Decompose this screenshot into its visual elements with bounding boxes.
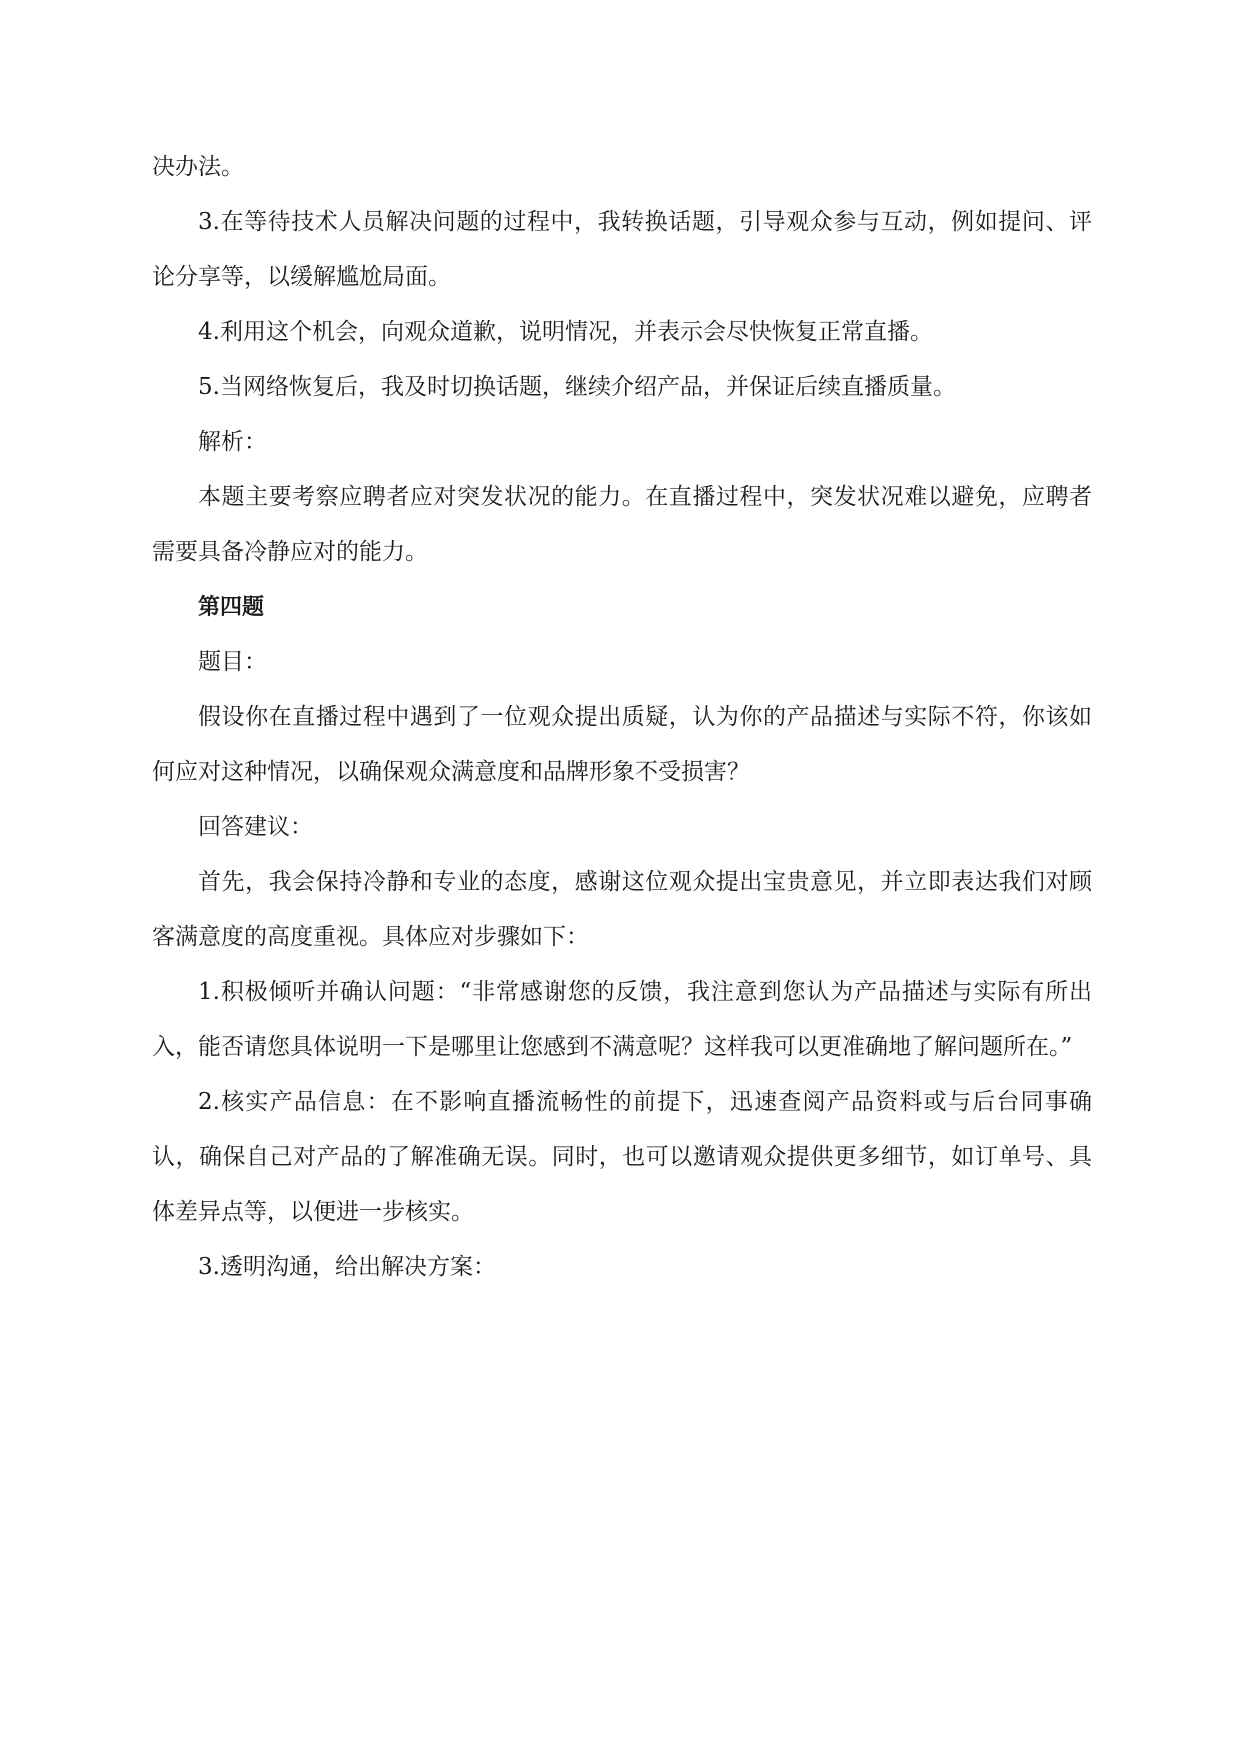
analysis-label: 解析： [198, 429, 267, 455]
answer-step-2: 2.核实产品信息：在不影响直播流畅性的前提下，迅速查阅产品资料或与后台同事确认，确保自己对产品的了解准确无误。同时，也可以邀请观众提供更多细节，如订单号、具体差异点等，以便进一步核实。 [152, 1089, 1092, 1225]
document-body [152, 140, 1092, 1295]
paragraph-step-4: 4.利用这个机会，向观众道歉，说明情况，并表示会尽快恢复正常直播。 [198, 319, 933, 345]
question-label: 题目： [198, 649, 267, 675]
answer-step-3: 3.透明沟通，给出解决方案： [198, 1254, 496, 1280]
question-text: 假设你在直播过程中遇到了一位观众提出质疑，认为你的产品描述与实际不符，你该如何应对这种情况，以确保观众满意度和品牌形象不受损害？ [152, 704, 1092, 785]
analysis-text: 本题主要考察应聘者应对突发状况的能力。在直播过程中，突发状况难以避免，应聘者需要具备冷静应对的能力。 [152, 484, 1092, 565]
paragraph-step-5: 5.当网络恢复后，我及时切换话题，继续介绍产品，并保证后续直播质量。 [198, 374, 956, 400]
paragraph-continuation: 决办法。 [152, 154, 244, 180]
answer-label: 回答建议： [198, 814, 313, 840]
paragraph-step-3: 3.在等待技术人员解决问题的过程中，我转换话题，引导观众参与互动，例如提问、评论分享等，以缓解尴尬局面。 [152, 209, 1092, 290]
answer-intro: 首先，我会保持冷静和专业的态度，感谢这位观众提出宝贵意见，并立即表达我们对顾客满意度的高度重视。具体应对步骤如下： [152, 869, 1092, 950]
section-heading-question-4: 第四题 [198, 595, 265, 620]
answer-step-1: 1.积极倾听并确认问题：“非常感谢您的反馈，我注意到您认为产品描述与实际有所出入，能否请您具体说明一下是哪里让您感到不满意呢？这样我可以更准确地了解问题所在。” [152, 979, 1092, 1060]
